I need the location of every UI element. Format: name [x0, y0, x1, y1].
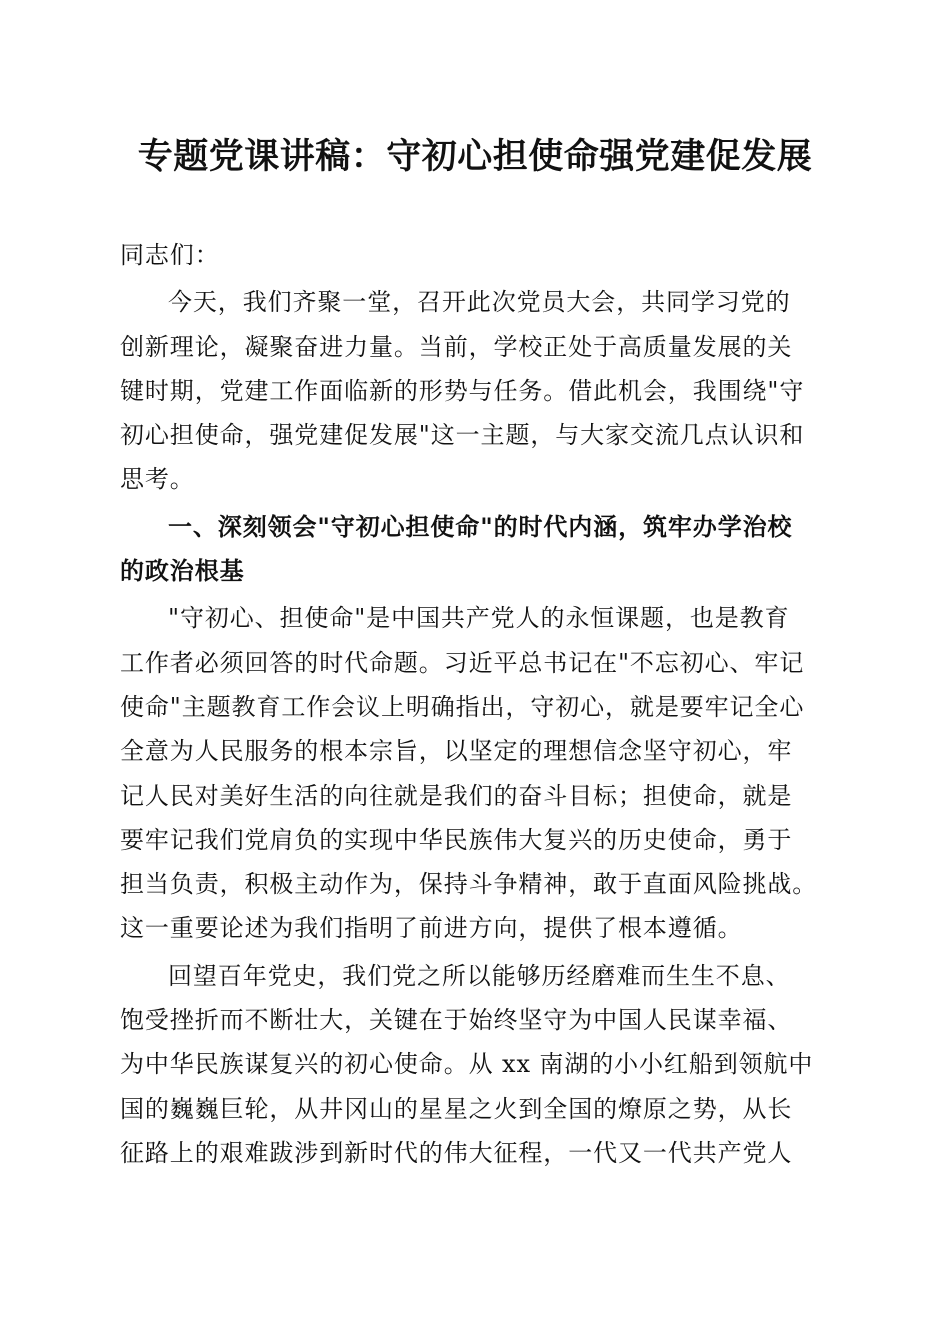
text-line: 征路上的艰难跋涉到新时代的伟大征程，一代又一代共产党人 — [120, 1138, 793, 1167]
text-line: 键时期，党建工作面临新的形势与任务。借此机会，我围绕"守 — [120, 376, 805, 405]
text-line: 全意为人民服务的根本宗旨，以坚定的理想信念坚守初心，牢 — [120, 737, 793, 766]
text-line: 思考。 — [120, 465, 195, 494]
text-line: 这一重要论述为我们指明了前进方向，提供了根本遵循。 — [120, 914, 743, 943]
text-line: "守初心、担使命"是中国共产党人的永恒课题，也是教育 — [168, 604, 790, 633]
heading-line: 的政治根基 — [120, 557, 245, 586]
text-line: 回望百年党史，我们党之所以能够历经磨难而生生不息、 — [168, 961, 791, 990]
text-line: 工作者必须回答的时代命题。习近平总书记在"不忘初心、牢记 — [120, 648, 805, 677]
heading-line: 一、深刻领会"守初心担使命"的时代内涵，筑牢办学治校 — [168, 512, 793, 541]
text-line: 担当负责，积极主动作为，保持斗争精神，敢于直面风险挑战。 — [120, 870, 818, 899]
paragraph-intro — [120, 280, 832, 501]
greeting-line: 同志们： — [120, 241, 220, 269]
text-line: 创新理论，凝聚奋进力量。当前，学校正处于高质量发展的关 — [120, 332, 793, 361]
text-line: 初心担使命，强党建促发展"这一主题，与大家交流几点认识和 — [120, 421, 805, 450]
text-line: 使命"主题教育工作会议上明确指出，守初心，就是要牢记全心 — [120, 692, 805, 721]
text-line: 记人民对美好生活的向往就是我们的奋斗目标；担使命，就是 — [120, 781, 793, 810]
paragraph-history — [120, 954, 832, 1175]
section-heading-1 — [120, 505, 832, 594]
text-line: 今天，我们齐聚一堂，召开此次党员大会，共同学习党的 — [168, 288, 791, 317]
document-title: 专题党课讲稿：守初心担使命强党建促发展 — [137, 136, 813, 177]
text-line: 为中华民族谋复兴的初心使命。从 xx 南湖的小小红船到领航中 — [120, 1050, 814, 1079]
text-line: 饱受挫折而不断壮大，关键在于始终坚守为中国人民谋幸福、 — [120, 1006, 793, 1035]
document-body — [120, 233, 832, 1175]
paragraph-mission — [120, 596, 832, 950]
text-line: 要牢记我们党肩负的实现中华民族伟大复兴的历史使命，勇于 — [120, 825, 793, 854]
text-line: 国的巍巍巨轮，从井冈山的星星之火到全国的燎原之势，从长 — [120, 1094, 793, 1123]
